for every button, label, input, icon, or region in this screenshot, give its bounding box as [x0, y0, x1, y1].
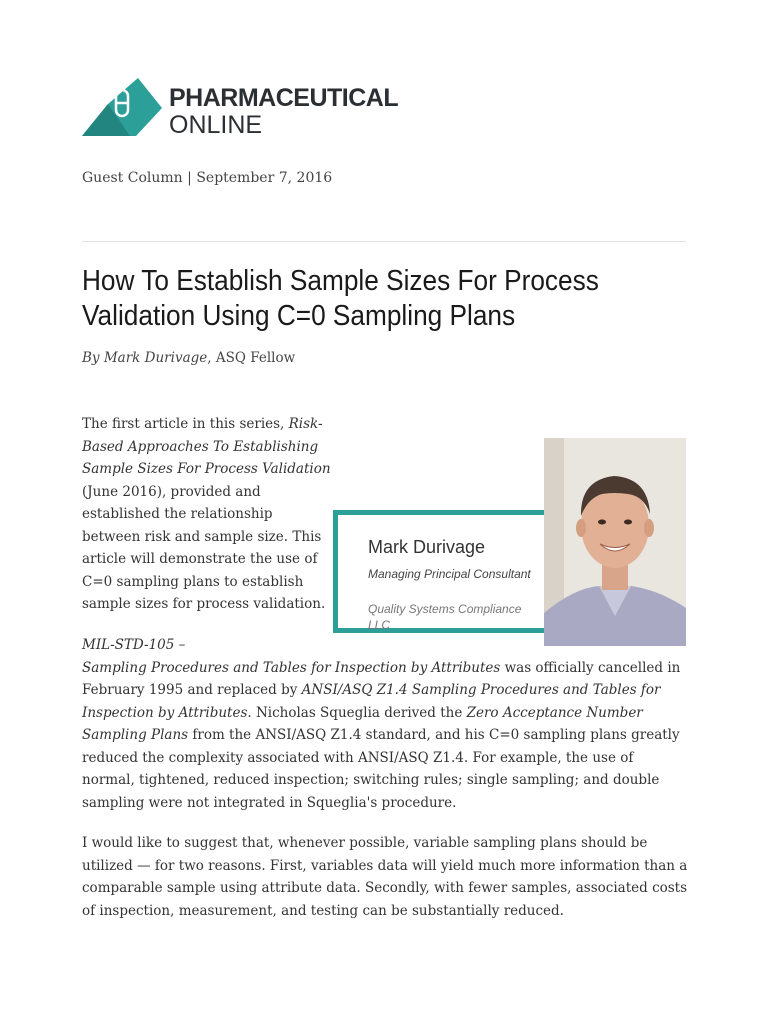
publish-date: September 7, 2016 [196, 170, 333, 186]
series-article-link[interactable]: Risk-Based Approaches To Establishing Sample Sizes For Process Validation [82, 416, 331, 477]
author-portrait [544, 438, 686, 646]
sampling-plans-title: Zero Acceptance Number Sampling Plans [82, 704, 643, 743]
author-title: , ASQ Fellow [207, 350, 296, 366]
author-card [333, 438, 686, 646]
standard-title-1-part-a: MIL-STD-105 – [82, 637, 186, 653]
logo-text-line1: PHARMACEUTICAL [169, 84, 399, 112]
logo-mark-icon [82, 78, 162, 138]
logo-text-line2: ONLINE [169, 111, 263, 139]
author-name[interactable]: Mark Durivage [103, 350, 208, 366]
site-logo[interactable] [82, 78, 402, 138]
author-name-box [333, 510, 544, 633]
paragraph-variable-sampling: I would like to suggest that, whenever possible, variable sampling plans should be utilized — for two reasons. First, variables data will yield much more information than a comparable sample using attribute data. Secondly, with fewer samples, associated costs of inspection, measurement, and testing can be substantially reduced. [82, 835, 688, 919]
byline [82, 350, 295, 366]
meta-separator: | [187, 170, 192, 186]
paragraph-intro: The first article in this series, Risk-Based Approaches To Establishing Sample Sizes For Process Validation (June 2016), provided and established the relationship between risk and sample size. This article will demonstrate the use of C=0 sampling plans to establish sample sizes for process validation. [82, 416, 331, 612]
divider [82, 241, 686, 242]
standard-title-1-part-b: Sampling Procedures and Tables for Inspection by Attributes [82, 659, 501, 676]
article-meta [82, 170, 332, 186]
category-link[interactable]: Guest Column [82, 170, 183, 186]
paragraph-standards: MIL-STD-105 – Sampling Procedures and Tables for Inspection by Attributes was officially cancelled in February 1995 and replaced by ANSI/ASQ Z1.4 Sampling Procedures and Tables for Inspection by Attributes. Nicholas Squeglia derived the Zero Acceptance Number Sampling Plans from the ANSI/ASQ Z1.4 standard, and his C=0 sampling plans greatly reduced the complexity associated with ANSI/ASQ Z1.4. For example, the use of normal, tightened, reduced inspection; switching rules; single sampling; and double sampling were not integrated in Squeglia's procedure. [82, 637, 681, 811]
card-author-role: Managing Principal Consultant [368, 567, 531, 581]
article-title: How To Establish Sample Sizes For Process Validation Using C=0 Sampling Plans [82, 265, 599, 332]
standard-title-2: ANSI/ASQ Z1.4 Sampling Procedures and Tables for Inspection by Attributes [82, 682, 661, 721]
card-author-name: Mark Durivage [368, 537, 486, 557]
card-author-company: Quality Systems Compliance LLC [368, 602, 522, 632]
standard-title-1 [82, 637, 500, 676]
byline-prefix: By [82, 350, 100, 366]
